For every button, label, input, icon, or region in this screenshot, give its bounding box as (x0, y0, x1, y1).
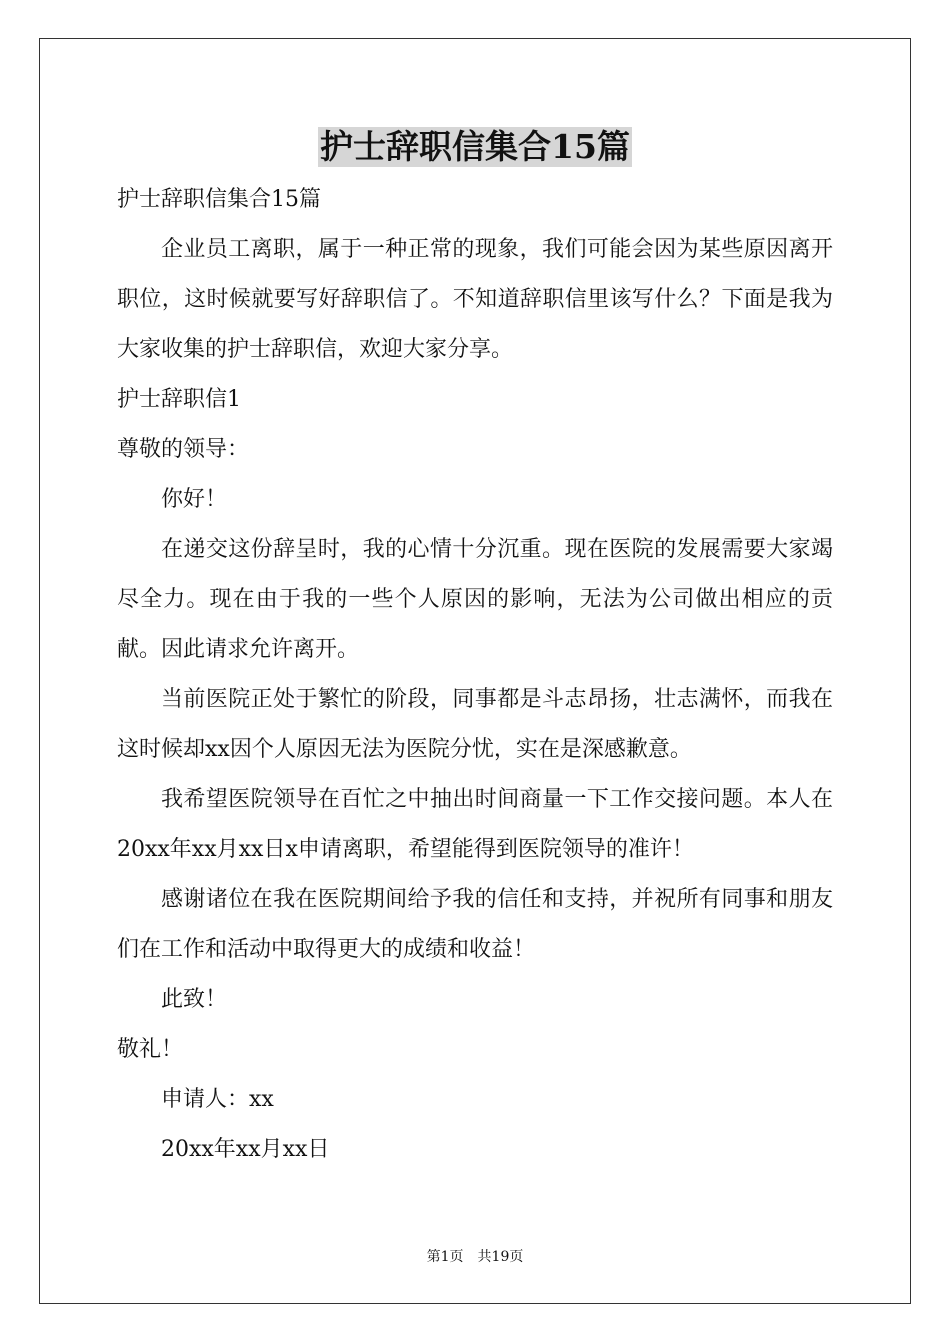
regards: 敬礼！ (117, 1037, 184, 1062)
greeting: 你好！ (161, 487, 228, 512)
page-number: 第1页 (426, 1249, 464, 1265)
closing: 此致！ (161, 987, 228, 1012)
section-heading: 护士辞职信1 (117, 387, 241, 412)
document-title: 护士辞职信集合15篇 (320, 127, 630, 166)
applicant-signature: 申请人：xx (161, 1087, 274, 1112)
page-footer (0, 1247, 950, 1267)
letter-date: 20xx年xx月xx日 (161, 1137, 330, 1162)
body-paragraph: 当前医院正处于繁忙的阶段，同事都是斗志昂扬，壮志满怀，而我在这时候却xx因个人原因无法为医院分忧，实在是深感歉意。 (117, 687, 833, 762)
document-body (117, 175, 833, 1175)
salutation: 尊敬的领导： (117, 437, 250, 462)
body-paragraph: 感谢诸位在我在医院期间给予我的信任和支持，并祝所有同事和朋友们在工作和活动中取得更大的成绩和收益！ (117, 887, 833, 962)
document-title-block (0, 127, 950, 167)
body-paragraph: 我希望医院领导在百忙之中抽出时间商量一下工作交接问题。本人在20xx年xx月xx日x申请离职，希望能得到医院领导的准许！ (117, 787, 833, 862)
page-total: 共19页 (477, 1249, 524, 1265)
document-subtitle: 护士辞职信集合15篇 (117, 187, 321, 212)
body-paragraph: 在递交这份辞呈时，我的心情十分沉重。现在医院的发展需要大家竭尽全力。现在由于我的一些个人原因的影响，无法为公司做出相应的贡献。因此请求允许离开。 (117, 537, 833, 662)
intro-paragraph: 企业员工离职，属于一种正常的现象，我们可能会因为某些原因离开职位，这时候就要写好辞职信了。不知道辞职信里该写什么？下面是我为大家收集的护士辞职信，欢迎大家分享。 (117, 237, 833, 362)
